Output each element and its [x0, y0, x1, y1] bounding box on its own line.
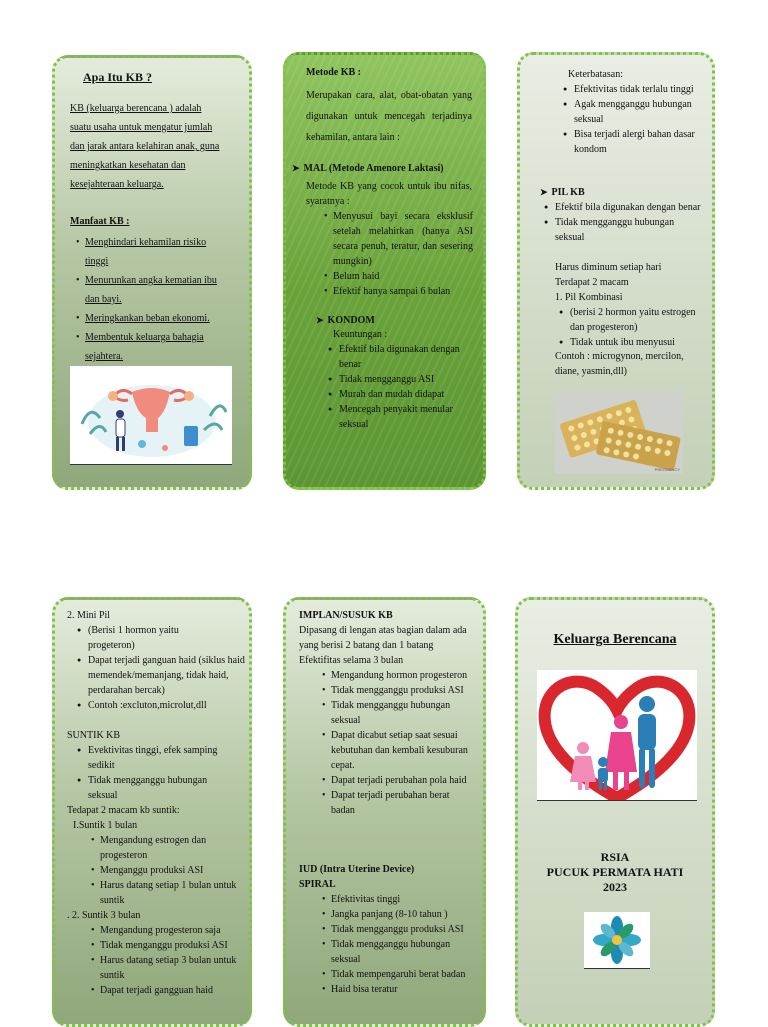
list-item: ● Tidak untuk ibu menyusui: [570, 335, 700, 350]
definition-line: meningkatkan kesehatan dan: [70, 160, 186, 171]
list-item: • Jangka panjang (8-10 tahun ): [331, 907, 471, 922]
org-line: PUCUK PERMATA HATI: [546, 865, 684, 879]
kb-definition: [70, 99, 252, 194]
list-item: • Tidak mengganggu produksi ASI: [331, 922, 471, 937]
kondom-title: ➤ KONDOM: [316, 313, 375, 328]
kombinasi-list: [570, 305, 700, 350]
pil-title: ➤ PIL KB: [540, 185, 585, 200]
suntik-title: SUNTIK KB: [67, 730, 121, 741]
list-item: ● Agak mengganggu hubungan seksual: [574, 97, 704, 127]
panel-mini-pil-suntik: [52, 597, 252, 1027]
organization-name: [518, 850, 712, 895]
kondom-subtitle: Keuntungan :: [333, 329, 388, 340]
list-item: • Harus datang setiap 1 bulan untuk suntik: [100, 878, 250, 908]
pill-blister-image: [555, 392, 683, 474]
hospital-logo: [584, 912, 650, 969]
mal-list: [333, 209, 473, 299]
list-item: • Efektivitas tinggi: [331, 892, 471, 907]
spiral-title: SPIRAL: [299, 879, 336, 890]
pil-example: Contoh : microgynon, mercilon, diane, yasmin,dll): [555, 351, 684, 377]
family-heart-illustration: [537, 670, 697, 801]
list-item: ● (berisi 2 hormon yaitu estrogen dan progesteron): [570, 305, 700, 335]
list-item: • Menghindari kehamilan risiko tinggi: [85, 233, 251, 271]
definition-line: dan jarak antara kelahiran anak, guna: [70, 141, 220, 152]
definition-line: kesejahteraan keluarga.: [70, 179, 164, 190]
list-item: • Menurunkan angka kematian ibu dan bayi.: [85, 271, 251, 309]
list-item: • Efektif hanya sampai 6 bulan: [333, 284, 473, 299]
metode-intro: Merupakan cara, alat, obat-obatan yang digunakan untuk mencegah terjadinya kehamilan, antara lain :: [306, 90, 472, 143]
org-line: RSIA: [600, 850, 630, 864]
list-item: ● Efektif bila digunakan dengan benar: [339, 342, 469, 372]
suntik-1-list: [100, 833, 250, 908]
list-item: • Tidak menganggu produksi ASI: [100, 938, 250, 953]
list-item: ● Contoh :excluton,microlut,dll: [88, 698, 248, 713]
list-item: • Dapat terjadi perubahan pola haid: [331, 773, 471, 788]
panel-apa-itu-kb: [52, 55, 252, 490]
suntik-list: [88, 743, 238, 803]
list-item: • Tidak mengganggu hubungan seksual: [331, 937, 471, 967]
cover-title: Keluarga Berencana: [553, 632, 677, 647]
list-item: • Tidak mengganggu produksi ASI: [331, 683, 471, 698]
list-item: • Mengandung progesteron saja: [100, 923, 250, 938]
list-item: ● Dapat terjadi ganguan haid (siklus haid memendek/memanjang, tidak haid, perdarahan bercak): [88, 653, 248, 698]
list-item: • Haid bisa teratur: [331, 982, 471, 997]
minipil-title: 2. Mini Pil: [67, 610, 111, 621]
kondom-list: [339, 342, 469, 432]
panel-metode-kb: [283, 52, 486, 490]
suntik-3-title: . 2. Suntik 3 bulan: [67, 910, 141, 921]
list-item: ● Bisa terjadi alergi bahan dasar kondom: [574, 127, 704, 157]
iud-list: [331, 892, 471, 997]
panel-title: Apa Itu KB ?: [83, 70, 153, 84]
list-item: • Menganggu produksi ASI: [100, 863, 250, 878]
list-item: • Dapat terjadi perubahan berat badan: [331, 788, 471, 818]
list-item: • Mengandung estrogen dan progesteron: [100, 833, 250, 863]
limitations-list: [574, 82, 704, 157]
definition-line: suatu usaha untuk mengatur jumlah: [70, 122, 213, 133]
list-item: • Belum haid: [333, 269, 473, 284]
definition-line: KB (keluarga berencana ) adalah: [70, 103, 202, 114]
benefits-list: [85, 233, 251, 366]
pil-list: [555, 200, 705, 245]
list-item: ● (Berisi 1 hormon yaitu progeteron): [88, 623, 198, 653]
list-item: • Tidak mengganggu hubungan seksual: [331, 698, 471, 728]
list-item: ● Efektif bila digunakan dengan benar: [555, 200, 705, 215]
benefits-title: Manfaat KB :: [70, 216, 130, 227]
image-caption: PREGNANCY: [654, 467, 680, 472]
suntik-3-list: [100, 923, 250, 998]
list-item: ● Tidak mengganggu ASI: [339, 372, 469, 387]
list-item: ● Mencegah penyakit menular seksual: [339, 402, 469, 432]
pil-kombinasi-title: 1. Pil Kombinasi: [555, 292, 623, 303]
list-item: • Harus datang setiap 3 bulan untuk suntik: [100, 953, 250, 983]
list-item: ● Evektivitas tinggi, efek samping sedikit: [88, 743, 238, 773]
panel-cover: [515, 597, 715, 1027]
implan-list: [331, 668, 471, 818]
list-item: ● Murah dan mudah didapat: [339, 387, 469, 402]
mal-title: ➤ MAL (Metode Amenore Laktasi): [292, 161, 444, 176]
implan-title: IMPLAN/SUSUK KB: [299, 610, 393, 621]
list-item: • Meringkankan beban ekonomi.: [85, 309, 251, 328]
list-item: ● Efektivitas tidak terlalu tinggi: [574, 82, 704, 97]
implan-effectiveness: Efektifitas selama 3 bulan: [299, 655, 404, 666]
pil-types: Terdapat 2 macam: [555, 277, 629, 288]
iud-title: IUD (Intra Uterine Device): [299, 864, 415, 875]
minipil-list: [88, 623, 248, 713]
list-item: ● Tidak mengganggu hubungan seksual: [88, 773, 238, 803]
list-item: • Dapat dicabut setiap saat sesuai kebutuhan dan kembali kesuburan cepat.: [331, 728, 471, 773]
mal-intro: Metode KB yang cocok untuk ibu nifas, syaratnya :: [306, 181, 472, 207]
year: 2023: [603, 880, 627, 894]
list-item: • Tidak mempengaruhi berat badan: [331, 967, 471, 982]
panel-implan-iud: [283, 597, 486, 1027]
list-item: • Membentuk keluarga bahagia sejahtera.: [85, 328, 251, 366]
suntik-types: Tedapat 2 macam kb suntik:: [67, 805, 180, 816]
list-item: • Menyusui bayi secara eksklusif setelah melahirkan (hanya ASI secara penuh, teratur, dan sesering mungkin): [333, 209, 473, 269]
list-item: • Dapat terjadi gangguan haid: [100, 983, 250, 998]
panel-pil-kb: [517, 52, 715, 490]
list-item: • Mengandung hormon progesteron: [331, 668, 471, 683]
limitations-title: Keterbatasan:: [568, 69, 623, 80]
list-item: ● Tidak mengganggu hubungan seksual: [555, 215, 705, 245]
panel-title: Metode KB :: [306, 67, 361, 78]
pil-note: Harus diminum setiap hari: [555, 262, 662, 273]
contraception-illustration: [70, 366, 232, 465]
implan-intro: Dipasang di lengan atas bagian dalam ada yang berisi 2 batang dan 1 batang: [299, 625, 467, 651]
suntik-1-title: I.Suntik 1 bulan: [73, 820, 138, 831]
